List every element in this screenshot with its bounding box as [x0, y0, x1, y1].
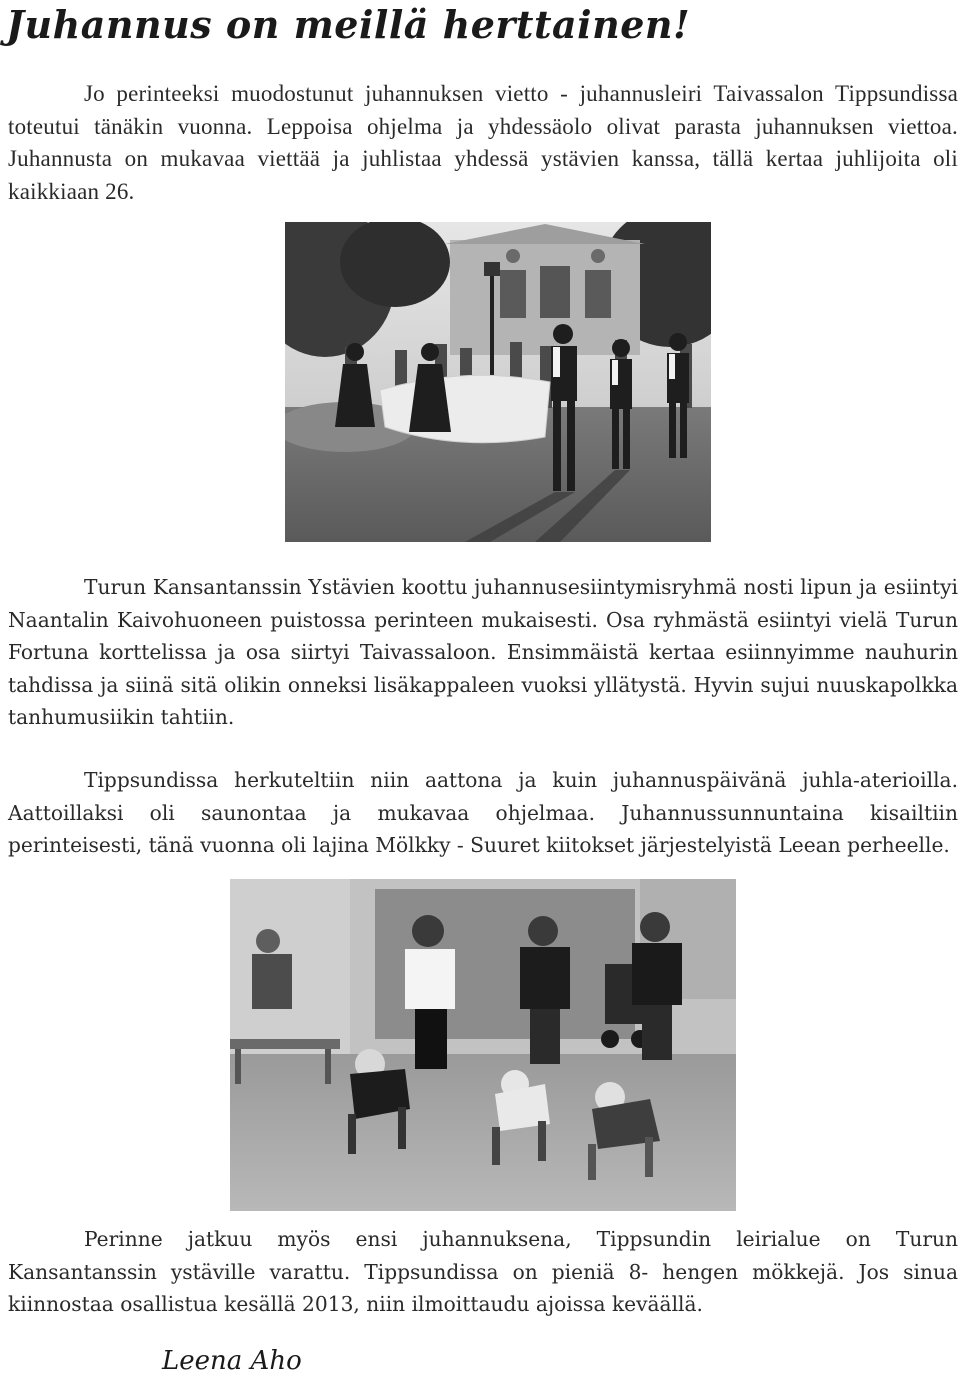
festivities-paragraph: Tippsundissa herkuteltiin niin aattona ja kuin juhannuspäivänä juhla-aterioilla. Aattoillaksi oli saunontaa ja mukavaa ohjelmaa. Juhannussunnuntaina kisailtiin perinteisesti, tänä vuonna oli lajina Mölkky - Suuret kiitokset järjestelyistä Leean perheelle. [8, 768, 958, 857]
performance-paragraph: Turun Kansantanssin Ystävien koottu juhannusesiintymisryhmä nosti lipun ja esiintyi Naantalin Kaivohuoneen puistossa perinteen mukaisesti. Osa ryhmästä esiintyi vielä Turun Fortuna korttelissa ja osa siirtyi Taivassaloon. Ensimmäistä kertaa esiinnyimme nauhurin tahdissa ja siinä sitä olikin onneksi lisäkappaleen vuoksi yllätystä. Hyvin sujui nuuskapolkka tanhumusiikin tahtiin. [8, 575, 958, 729]
folk-dance-flag-photo [285, 222, 711, 542]
article-title: Juhannus on meillä herttainen! [6, 2, 691, 47]
wheelbarrow-race-photo [230, 879, 736, 1211]
intro-paragraph: Jo perinteeksi muodostunut juhannuksen vietto - juhannusleiri Taivassalon Tippsundissa toteutui tänäkin vuonna. Leppoisa ohjelma ja yhdessäolo olivat parasta juhannuksen viettoa. Juhannusta on mukavaa viettää ja juhlistaa yhdessä ystävien kanssa, tällä kertaa juhlijoita oli kaikkiaan 26. [8, 81, 958, 204]
wheelbarrow-race-illustration [230, 879, 736, 1211]
future-paragraph: Perinne jatkuu myös ensi juhannuksena, Tippsundin leirialue on Turun Kansantanssin ystäville varattu. Tippsundissa on pieniä 8- hengen mökkejä. Jos sinua kiinnostaa osallistua kesällä 2013, niin ilmoittaudu ajoissa keväällä. [8, 1227, 958, 1316]
folk-dance-flag-illustration [285, 222, 711, 542]
author-signature: Leena Aho [162, 1346, 302, 1376]
